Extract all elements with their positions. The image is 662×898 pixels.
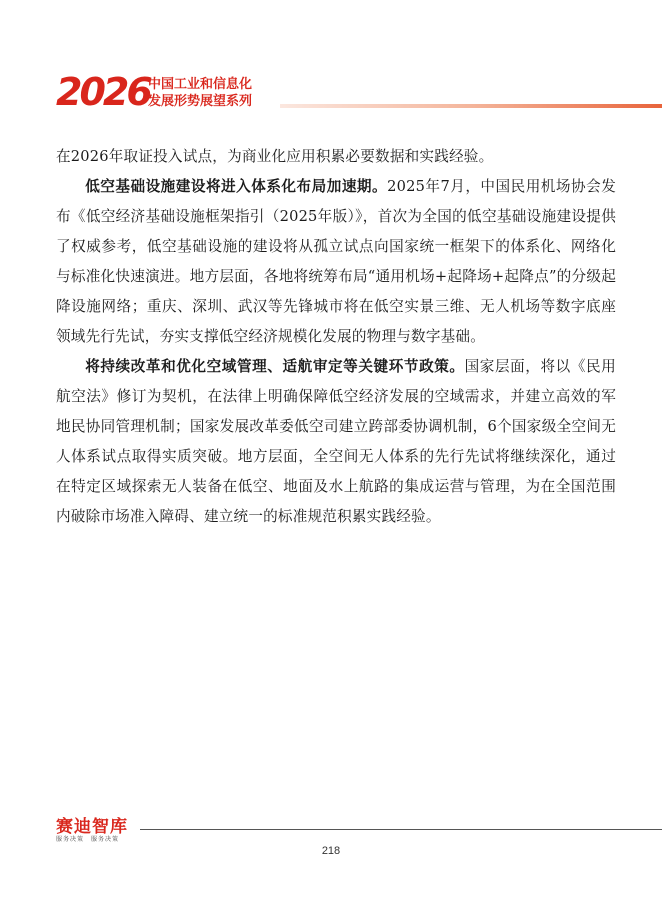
paragraph-text: 国家层面，将以《民用航空法》修订为契机，在法律上明确保障低空经济发展的空域需求，并建立高效的军地民协同管理机制；国家发展改革委低空司建立跨部委协调机制，6个国家级全空间无人体系试点取得实质突破。地方层面，全空间无人体系的先行先试将继续深化，通过在特定区域探索无人装备在低空、地面及水上航路的集成运营与管理，为在全国范围内破除市场准入障碍、建立统一的标准规范积累实践经验。: [56, 358, 616, 525]
footer-logo: 赛迪智库: [56, 817, 128, 837]
paragraph-text: 2025年7月，中国民用机场协会发布《低空经济基础设施框架指引（2025年版）》，首次为全国的低空基础设施建设提供了权威参考，低空基础设施的建设将从孤立试点向国家统一框架下的体系化、网络化与标准化快速演进。地方层面，各地将统筹布局“通用机场+起降场+起降点”的分级起降设施网络；重庆、深圳、武汉等先锋城市将在低空实景三维、无人机场等数字底座领域先行先试，夯实支撑低空经济规模化发展的物理与数字基础。: [56, 178, 616, 345]
footer-divider: [140, 829, 662, 830]
paragraph-lead: 低空基础设施建设将进入体系化布局加速期。: [85, 178, 388, 195]
page-header: [56, 72, 662, 116]
paragraph-lead: 将持续改革和优化空域管理、适航审定等关键环节政策。: [85, 358, 465, 375]
paragraph-continued: 在2026年取证投入试点，为商业化应用积累必要数据和实践经验。: [56, 148, 494, 165]
series-title: [148, 76, 252, 110]
footer-slogan: 服务决策 服务决策: [56, 836, 120, 843]
series-title-line2: 发展形势展望系列: [148, 94, 253, 109]
paragraph-infrastructure: [56, 172, 616, 352]
year-logo: 2026: [56, 70, 150, 114]
page-number: 218: [321, 845, 341, 857]
paragraph-policy: [56, 352, 616, 532]
header-gradient-bar: [280, 104, 662, 108]
series-title-line1: 中国工业和信息化: [148, 77, 253, 92]
main-content: [56, 142, 616, 532]
